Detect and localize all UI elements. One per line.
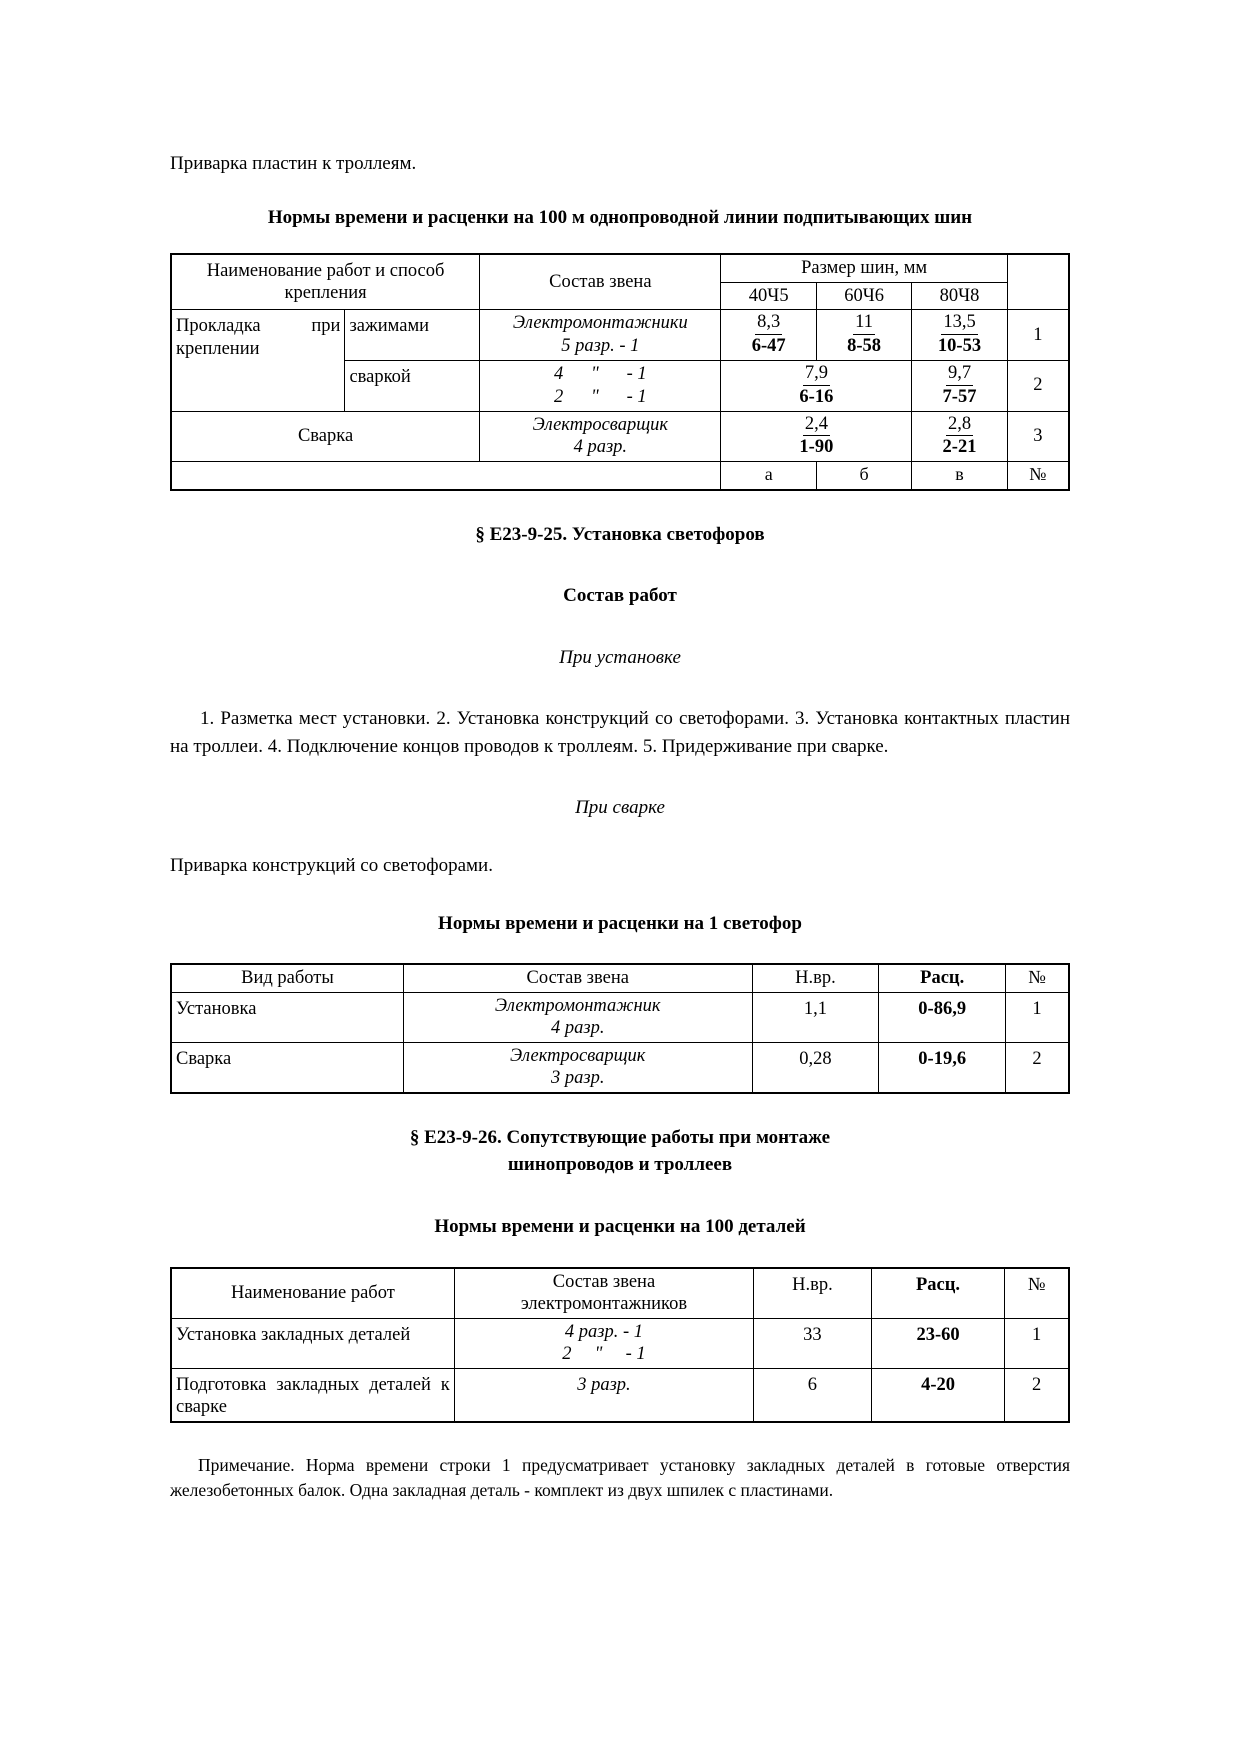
table-row [171, 310, 1069, 361]
table-svetofor-norms [170, 963, 1070, 1094]
value-denominator: 6-47 [751, 336, 786, 357]
cell-nvr-2: 6 [754, 1368, 872, 1422]
header-nvr: Н.вр. [754, 1268, 872, 1319]
header-number: № [1006, 964, 1069, 992]
cell-value-40-r1 [721, 310, 816, 361]
crew-line-2: 3 разр. [551, 1068, 605, 1089]
cell-number-r1: 1 [1007, 310, 1069, 361]
table-row [171, 411, 1069, 462]
header-crew-line-2: электромонтажников [520, 1294, 688, 1315]
note-paragraph: Примечание. Норма времени строки 1 предусматривает установку закладных деталей в готовые отверстия железобетонных балок. Одна закладная деталь - комплект из двух шпилек с пластинами. [170, 1454, 1070, 1500]
cell-work-prokladka [171, 310, 345, 411]
crew-line-2: 2 " - 1 [554, 386, 647, 407]
cell-crew-1 [454, 1318, 753, 1368]
sostav-rabot-heading: Состав работ [563, 585, 677, 607]
cell-nvr-1: 33 [754, 1318, 872, 1368]
cell-crew-2 [454, 1368, 753, 1422]
cell-nvr-2: 0,28 [752, 1042, 879, 1093]
footer-empty [171, 462, 721, 490]
header-size-40: 40Ч5 [721, 282, 816, 310]
value-denominator: 2-21 [942, 437, 977, 458]
crew-line-1: Электромонтажники [512, 313, 688, 334]
cell-value-span-r2 [721, 360, 912, 411]
table-shin-norms [170, 253, 1070, 491]
cell-number-2: 2 [1005, 1368, 1069, 1422]
intro-paragraph: Приварка пластин к троллеям. [170, 153, 417, 174]
cell-rasc-1: 0-86,9 [879, 992, 1006, 1042]
table-details-norms [170, 1267, 1070, 1423]
table-row-header-1 [171, 254, 1069, 282]
cell-number-r3: 3 [1007, 411, 1069, 462]
cell-value-80-r3 [912, 411, 1007, 462]
crew-line-1: Электросварщик [532, 414, 669, 435]
value-numerator: 13,5 [941, 312, 977, 335]
table-row [171, 1368, 1069, 1422]
header-number [1007, 254, 1069, 310]
value-numerator: 7,9 [803, 363, 830, 386]
header-work-method: Наименование работ и способ крепления [171, 254, 480, 310]
cell-value-80-r2 [912, 360, 1007, 411]
cell-nvr-1: 1,1 [752, 992, 879, 1042]
case-title-pri-ustanovke: При установке [559, 646, 681, 668]
cell-work-text: Подготовка закладных деталей к сварке [176, 1374, 450, 1418]
cell-work-podgotovka [171, 1368, 454, 1422]
value-denominator: 6-16 [799, 386, 834, 407]
cell-crew-1 [403, 992, 752, 1042]
table1-title: Нормы времени и расценки на 100 м однопроводной линии подпитывающих шин [267, 206, 973, 228]
value-numerator: 8,3 [755, 312, 782, 335]
case2-body-paragraph: Приварка конструкций со светофорами. [170, 855, 493, 877]
footer-letter-a: а [721, 462, 816, 490]
case1-body-paragraph: 1. Разметка мест установки. 2. Установка конструкций со светофорами. 3. Установка контактных пластин на троллеи. 4. Подключение концов проводов к троллеям. 5. Придерживание при сварке. [170, 708, 1070, 757]
section-heading-e23-9-26-line2: шинопроводов и троллеев [507, 1154, 733, 1176]
cell-number-r2: 2 [1007, 360, 1069, 411]
cell-method-svarkoy: сваркой [345, 360, 480, 411]
cell-crew-2 [403, 1042, 752, 1093]
cell-rasc-2: 4-20 [871, 1368, 1005, 1422]
header-size-group: Размер шин, мм [721, 254, 1007, 282]
table-row-footer [171, 462, 1069, 490]
header-crew-line-1: Состав звена [552, 1271, 656, 1292]
value-numerator: 2,8 [946, 414, 973, 437]
crew-line-1: 3 разр. [577, 1374, 631, 1395]
crew-line-1: 4 разр. - 1 [564, 1321, 644, 1342]
crew-line-1: Электросварщик [509, 1045, 646, 1066]
cell-crew-3 [480, 411, 721, 462]
table-row-header [171, 1268, 1069, 1319]
footer-number-symbol: № [1007, 462, 1069, 490]
header-work-type: Вид работы [171, 964, 403, 992]
crew-line-2: 5 разр. - 1 [561, 336, 640, 357]
value-numerator: 9,7 [946, 363, 973, 386]
cell-work-svarka: Сварка [171, 411, 480, 462]
value-denominator: 1-90 [799, 437, 834, 458]
table2-title: Нормы времени и расценки на 1 светофор [438, 912, 802, 934]
table-row [171, 1042, 1069, 1093]
cell-work-zakladnye: Установка закладных деталей [171, 1318, 454, 1368]
header-crew: Состав звена [403, 964, 752, 992]
crew-line-1: Электромонтажник [494, 995, 661, 1016]
cell-value-60-r1 [816, 310, 911, 361]
cell-number-2: 2 [1006, 1042, 1069, 1093]
cell-rasc-2: 0-19,6 [879, 1042, 1006, 1093]
cell-method-zazhim: зажимами [345, 310, 480, 361]
header-size-60: 60Ч6 [816, 282, 911, 310]
section-heading-e23-9-25: § Е23-9-25. Установка светофоров [475, 523, 765, 545]
crew-line-2: 4 разр. [573, 437, 628, 458]
table-row [171, 1318, 1069, 1368]
value-numerator: 11 [853, 312, 875, 335]
crew-line-2: 4 разр. [551, 1018, 605, 1039]
value-denominator: 7-57 [942, 386, 977, 407]
header-work-name: Наименование работ [171, 1268, 454, 1319]
cell-value-80-r1 [912, 310, 1007, 361]
table-row-header [171, 964, 1069, 992]
table3-title: Нормы времени и расценки на 100 деталей [434, 1216, 806, 1238]
value-denominator: 8-58 [847, 336, 882, 357]
header-number: № [1005, 1268, 1069, 1319]
header-rasc: Расц. [879, 964, 1006, 992]
cell-number-1: 1 [1005, 1318, 1069, 1368]
case-title-pri-svarke: При сварке [575, 797, 665, 819]
footer-letter-v: в [912, 462, 1007, 490]
cell-crew-2 [480, 360, 721, 411]
section-heading-e23-9-26-line1: § Е23-9-26. Сопутствующие работы при монтаже [409, 1126, 831, 1148]
value-numerator: 2,4 [803, 414, 830, 437]
value-denominator: 10-53 [937, 336, 982, 357]
footer-letter-b: б [816, 462, 911, 490]
cell-crew-1 [480, 310, 721, 361]
cell-work-svarka: Сварка [171, 1042, 403, 1093]
header-crew [454, 1268, 753, 1319]
header-nvr: Н.вр. [752, 964, 879, 992]
cell-value-span-r3 [721, 411, 912, 462]
table-row [171, 992, 1069, 1042]
crew-line-1: 4 " - 1 [554, 364, 647, 385]
cell-work-ustanovka: Установка [171, 992, 403, 1042]
cell-number-1: 1 [1006, 992, 1069, 1042]
header-crew: Состав звена [480, 254, 721, 310]
header-size-80: 80Ч8 [912, 282, 1007, 310]
crew-line-2: 2 " - 1 [562, 1344, 646, 1365]
header-rasc: Расц. [871, 1268, 1005, 1319]
cell-rasc-1: 23-60 [871, 1318, 1005, 1368]
cell-work-text: Прокладка при креплении [176, 316, 341, 359]
